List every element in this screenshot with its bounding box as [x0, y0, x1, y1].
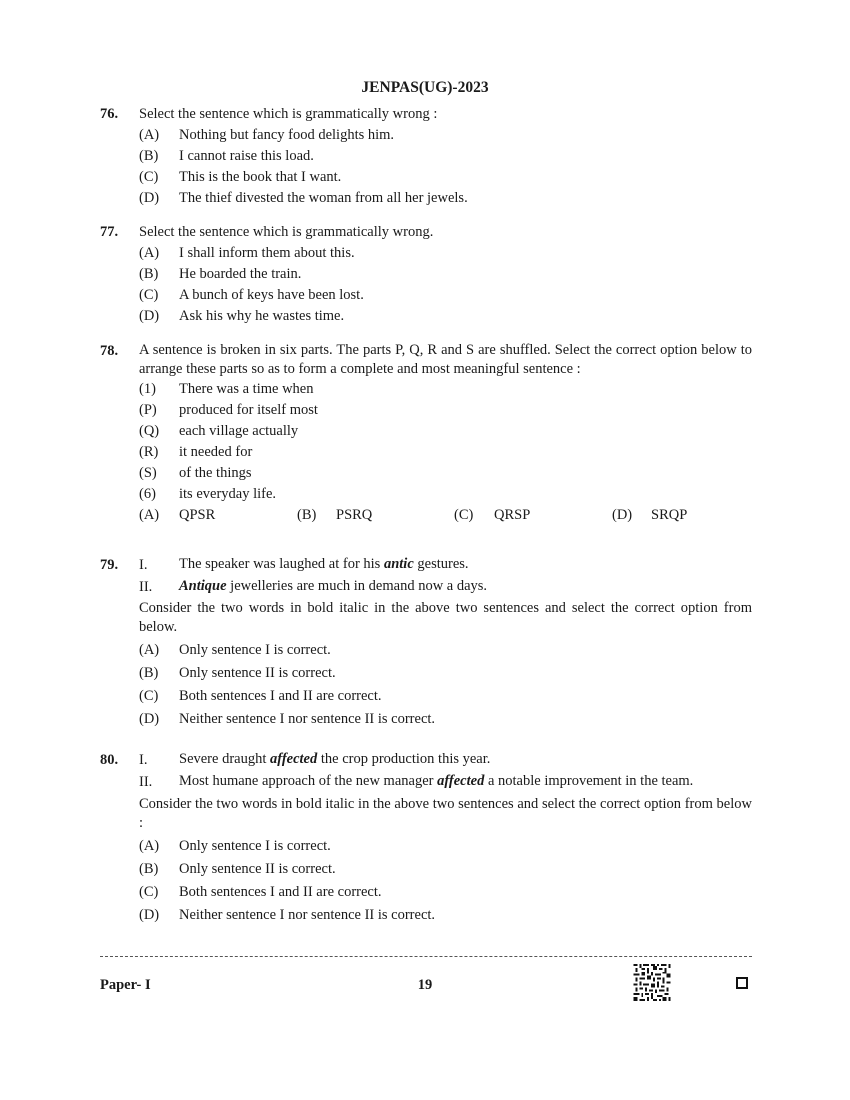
- option-label: (B): [139, 266, 159, 282]
- statement-label: II.: [139, 579, 153, 595]
- option-text: Nothing but fancy food delights him.: [179, 127, 395, 143]
- statement-text-part: Most humane approach of the new manager: [179, 773, 438, 789]
- answer-choices: [139, 505, 752, 526]
- option-a: [139, 836, 752, 859]
- part-label: (P): [139, 402, 157, 418]
- part-label: (1): [139, 381, 156, 397]
- part-text: each village actually: [179, 423, 299, 439]
- part-text: it needed for: [179, 444, 253, 460]
- question-80: [100, 750, 752, 928]
- choice-a-label: (A): [139, 507, 160, 523]
- statement-text-part: jewelleries are much in demand now a days.: [226, 578, 488, 594]
- option-d: [139, 306, 752, 327]
- option-c: [139, 285, 752, 306]
- statement-text: [179, 772, 752, 791]
- option-b: [139, 146, 752, 167]
- question-text: Consider the two words in bold italic in the above two sentences and select the correct option from below :: [139, 796, 752, 831]
- statement-label: II.: [139, 774, 153, 790]
- option-text: The thief divested the woman from all her jewels.: [179, 190, 468, 206]
- question-78: [100, 341, 752, 526]
- bold-italic-word: affected: [270, 751, 318, 767]
- part-label: (6): [139, 486, 156, 502]
- option-label: (D): [139, 711, 160, 727]
- statement-text-part: a notable improvement in the team.: [484, 773, 694, 789]
- option-d: [139, 188, 752, 209]
- part-label: (R): [139, 444, 159, 460]
- option-d: [139, 905, 752, 928]
- part-text: of the things: [179, 465, 252, 481]
- sentence-part: [139, 400, 752, 421]
- option-text: I cannot raise this load.: [179, 148, 314, 164]
- option-c: [139, 686, 752, 709]
- qr-code-icon: [633, 964, 671, 1001]
- sentence-part: [139, 421, 752, 442]
- statement-2: [139, 577, 752, 599]
- option-b: [139, 663, 752, 686]
- choice-a-text: QPSR: [179, 507, 216, 523]
- option-label: (B): [139, 665, 159, 681]
- statement-text: [179, 577, 752, 596]
- option-label: (C): [139, 688, 159, 704]
- statement-text-part: Severe draught: [179, 751, 270, 767]
- option-label: (A): [139, 642, 160, 658]
- sentence-part: [139, 379, 752, 400]
- part-text: its everyday life.: [179, 486, 277, 502]
- option-c: [139, 882, 752, 905]
- choice-d-label: (D): [612, 507, 633, 523]
- question-number: 77.: [100, 224, 119, 240]
- option-text: Neither sentence I nor sentence II is correct.: [179, 711, 436, 727]
- option-label: (C): [139, 884, 159, 900]
- choice-b-label: (B): [297, 507, 317, 523]
- choice-d-text: SRQP: [651, 507, 688, 523]
- bold-italic-word: affected: [437, 773, 485, 789]
- option-a: [139, 125, 752, 146]
- question-number: 79.: [100, 557, 119, 573]
- part-text: produced for itself most: [179, 402, 318, 418]
- option-label: (C): [139, 287, 159, 303]
- option-label: (A): [139, 127, 160, 143]
- footer-divider: [100, 956, 752, 957]
- part-label: (Q): [139, 423, 160, 439]
- option-text: Only sentence II is correct.: [179, 665, 336, 681]
- option-label: (D): [139, 308, 160, 324]
- option-a: [139, 243, 752, 264]
- choice-c-label: (C): [454, 507, 474, 523]
- statement-text-part: gestures.: [413, 556, 469, 572]
- option-label: (B): [139, 861, 159, 877]
- option-d: [139, 709, 752, 732]
- statement-text: [179, 555, 752, 574]
- option-label: (C): [139, 169, 159, 185]
- part-text: There was a time when: [179, 381, 314, 397]
- option-text: He boarded the train.: [179, 266, 302, 282]
- question-text: Consider the two words in bold italic in the above two sentences and select the correct option from below.: [139, 600, 752, 635]
- option-text: A bunch of keys have been lost.: [179, 287, 364, 303]
- option-text: Only sentence I is correct.: [179, 642, 331, 658]
- option-a: [139, 640, 752, 663]
- sentence-part: [139, 442, 752, 463]
- option-label: (A): [139, 245, 160, 261]
- option-text: Neither sentence I nor sentence II is correct.: [179, 907, 436, 923]
- page-header: JENPAS(UG)-2023: [361, 79, 489, 96]
- sentence-part: [139, 484, 752, 505]
- statement-1: [139, 555, 752, 577]
- option-b: [139, 859, 752, 882]
- sentence-part: [139, 463, 752, 484]
- square-marker-icon: [736, 977, 748, 989]
- page-number: 19: [417, 977, 433, 993]
- question-text: Select the sentence which is grammatically wrong :: [139, 106, 438, 122]
- question-text: Select the sentence which is grammatically wrong.: [139, 224, 434, 240]
- statement-text-part: the crop production this year.: [317, 751, 491, 767]
- option-text: I shall inform them about this.: [179, 245, 355, 261]
- option-text: Both sentences I and II are correct.: [179, 884, 382, 900]
- statement-2: [139, 772, 752, 791]
- statement-text-part: The speaker was laughed at for his: [179, 556, 384, 572]
- option-label: (D): [139, 907, 160, 923]
- statement-1: [139, 750, 752, 772]
- bold-italic-word: antic: [383, 556, 414, 572]
- question-76: [100, 104, 752, 209]
- option-c: [139, 167, 752, 188]
- question-79: [100, 555, 752, 732]
- option-text: This is the book that I want.: [179, 169, 342, 185]
- choice-c-text: QRSP: [494, 507, 531, 523]
- statement-text: [179, 750, 752, 769]
- question-number: 80.: [100, 752, 119, 768]
- option-label: (D): [139, 190, 160, 206]
- option-label: (B): [139, 148, 159, 164]
- choice-b-text: PSRQ: [336, 507, 373, 523]
- statement-label: I.: [139, 752, 148, 768]
- question-number: 78.: [100, 343, 119, 359]
- question-number: 76.: [100, 106, 119, 122]
- question-text: A sentence is broken in six parts. The parts P, Q, R and S are shuffled. Select the correct option below to arrange these parts so as to form a complete and most meaningful sentence :: [139, 342, 752, 377]
- option-text: Both sentences I and II are correct.: [179, 688, 382, 704]
- question-77: [100, 222, 752, 327]
- statement-label: I.: [139, 557, 148, 573]
- option-text: Only sentence I is correct.: [179, 838, 331, 854]
- option-text: Only sentence II is correct.: [179, 861, 336, 877]
- option-label: (A): [139, 838, 160, 854]
- bold-italic-word: Antique: [179, 578, 227, 594]
- part-label: (S): [139, 465, 157, 481]
- option-text: Ask his why he wastes time.: [179, 308, 345, 324]
- option-b: [139, 264, 752, 285]
- paper-label: Paper- I: [100, 977, 151, 993]
